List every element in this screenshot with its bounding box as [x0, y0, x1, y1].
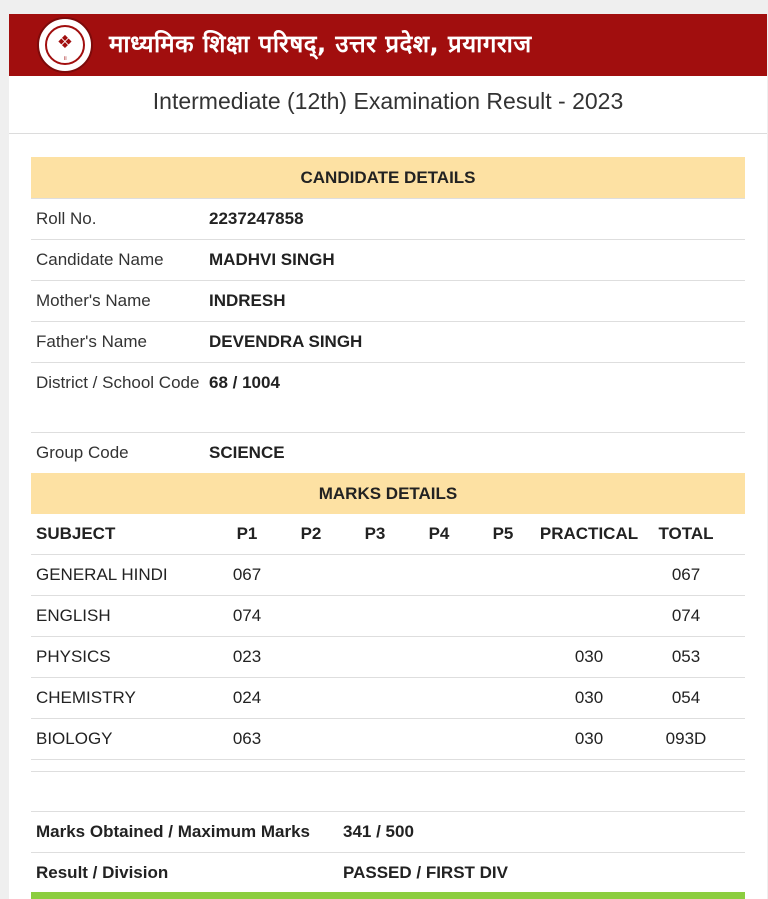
table-row [31, 678, 745, 719]
detail-label: Roll No. [36, 209, 97, 228]
total-cell: 093D [665, 729, 707, 748]
p3-cell [343, 637, 407, 677]
p5-cell [471, 719, 535, 759]
subject-cell: CHEMISTRY [36, 688, 136, 707]
total-cell: 054 [671, 688, 701, 707]
table-row [31, 555, 745, 596]
p1-cell: 067 [232, 565, 262, 584]
result-summary-row [31, 853, 745, 894]
detail-row-mother-name [31, 280, 745, 321]
column-header: P1 [236, 524, 258, 543]
table-row [31, 637, 745, 678]
subject-cell: BIOLOGY [36, 729, 113, 748]
detail-value: 68 / 1004 [209, 373, 280, 392]
p5-cell [471, 678, 535, 718]
exam-title-bar [9, 76, 767, 134]
detail-label: Father's Name [36, 332, 147, 351]
total-cell: 074 [671, 606, 701, 625]
p2-cell [279, 719, 343, 759]
result-label: Result / Division [36, 863, 169, 882]
exam-title: Intermediate (12th) Examination Result - 2023 [152, 88, 624, 114]
detail-row-district-school [31, 362, 745, 432]
detail-value: 2237247858 [209, 209, 304, 228]
marks-header-row [31, 514, 745, 555]
detail-row-candidate-name [31, 239, 745, 280]
column-header: P2 [300, 524, 322, 543]
p4-cell [407, 719, 471, 759]
column-header: TOTAL [658, 524, 714, 543]
marks-obtained-label: Marks Obtained / Maximum Marks [36, 822, 310, 841]
marks-obtained-value: 341 / 500 [343, 822, 414, 841]
p1-cell: 024 [232, 688, 262, 707]
column-header: SUBJECT [36, 524, 116, 543]
p1-cell: 063 [232, 729, 262, 748]
total-cell: 053 [671, 647, 701, 666]
p3-cell [343, 678, 407, 718]
column-header: P4 [428, 524, 450, 543]
board-name: माध्यमिक शिक्षा परिषद्, उत्तर प्रदेश, प्रयागराज [109, 30, 532, 58]
column-header: P3 [364, 524, 386, 543]
detail-label: Group Code [36, 443, 129, 462]
detail-row-roll [31, 198, 745, 239]
result-page [9, 14, 767, 899]
practical-cell [535, 555, 643, 595]
table-row [31, 719, 745, 760]
column-header: P5 [492, 524, 514, 543]
p1-cell: 023 [232, 647, 262, 666]
practical-cell: 030 [574, 688, 604, 707]
marks-section-title: MARKS DETAILS [31, 473, 745, 514]
p2-cell [279, 596, 343, 636]
practical-cell: 030 [574, 729, 604, 748]
p4-cell [407, 637, 471, 677]
detail-label: Candidate Name [36, 250, 164, 269]
p4-cell [407, 555, 471, 595]
p2-cell [279, 637, 343, 677]
detail-value: DEVENDRA SINGH [209, 332, 363, 351]
subject-cell: ENGLISH [36, 606, 111, 625]
detail-value: INDRESH [209, 291, 286, 310]
result-content [31, 157, 745, 894]
up-board-emblem-icon: ❖ ॥ [37, 17, 93, 73]
candidate-section-title: CANDIDATE DETAILS [31, 157, 745, 198]
detail-value: SCIENCE [209, 443, 285, 462]
p2-cell [279, 678, 343, 718]
detail-label: Mother's Name [36, 291, 151, 310]
subject-cell: PHYSICS [36, 647, 111, 666]
table-row [31, 596, 745, 637]
p4-cell [407, 596, 471, 636]
p1-cell: 074 [232, 606, 262, 625]
board-header [9, 14, 767, 76]
table-spacer [31, 760, 745, 772]
detail-label: District / School Code [36, 373, 200, 392]
p3-cell [343, 596, 407, 636]
detail-row-group-code [31, 432, 745, 473]
status-bar [31, 892, 745, 899]
detail-row-father-name [31, 321, 745, 362]
detail-value: MADHVI SINGH [209, 250, 335, 269]
p4-cell [407, 678, 471, 718]
p5-cell [471, 596, 535, 636]
column-header: PRACTICAL [539, 524, 639, 543]
p2-cell [279, 555, 343, 595]
section-gap [31, 772, 745, 812]
marks-summary-row [31, 812, 745, 853]
p3-cell [343, 719, 407, 759]
practical-cell [535, 596, 643, 636]
p5-cell [471, 637, 535, 677]
p3-cell [343, 555, 407, 595]
result-value: PASSED / FIRST DIV [343, 863, 508, 882]
total-cell: 067 [671, 565, 701, 584]
subject-cell: GENERAL HINDI [36, 565, 168, 584]
p5-cell [471, 555, 535, 595]
practical-cell: 030 [574, 647, 604, 666]
